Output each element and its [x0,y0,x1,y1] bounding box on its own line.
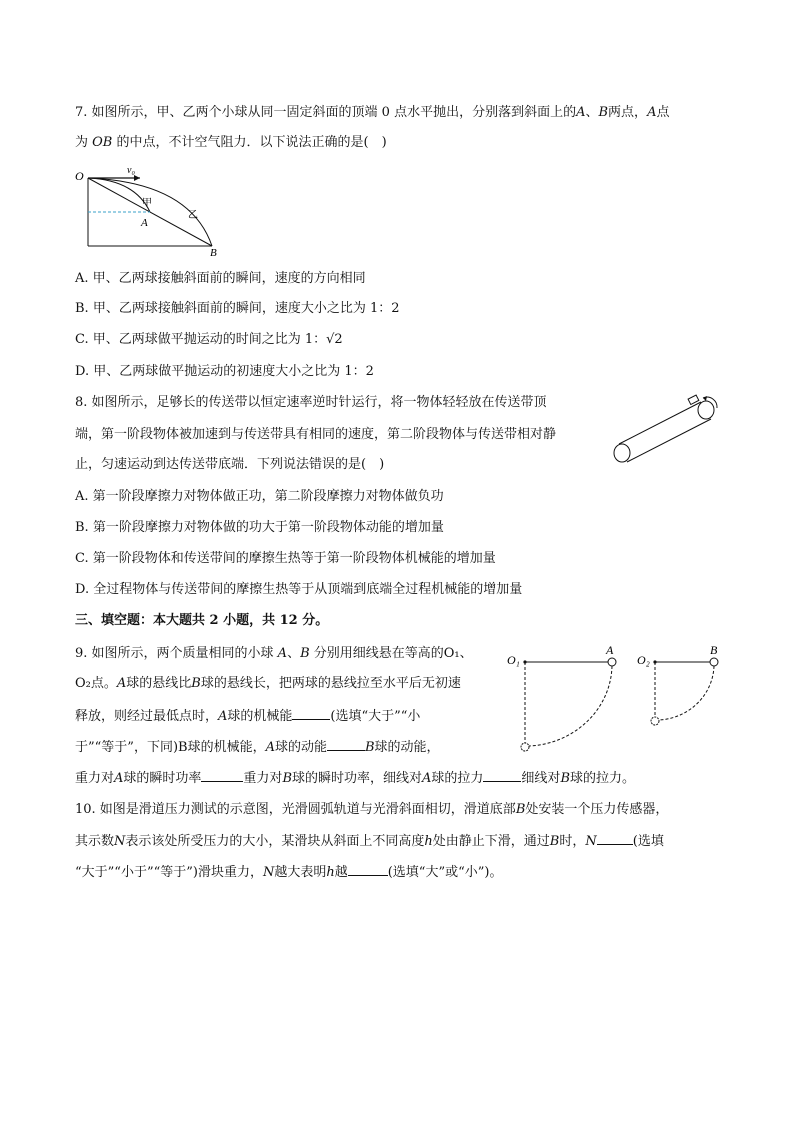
q9-text: 重力对 [75,771,115,786]
q10-text: (选填“大”或“小”)。 [387,865,503,880]
q10-line3 [75,862,502,882]
answer-blank[interactable] [348,862,388,876]
q10-line1 [75,801,668,819]
q7-var: A [647,105,657,120]
label-O2: O₂ [637,653,650,667]
q7-text: 两点， [608,105,648,120]
q9-text: 、 [287,646,301,661]
q9-var: A [277,646,288,661]
q9-figure-pendulums [505,640,735,758]
q8-stem-line2: 端，第一阶段物体被加速到与传送带具有相同的速度，第二阶段物体与传送带相对静 [75,427,557,442]
q9-text: 9. 如图所示，两个质量相同的小球 [75,646,278,661]
label-O: O [75,169,84,183]
q9-text: 分别用细线悬在等高的O₁、 [309,646,473,661]
answer-blank[interactable] [597,831,633,845]
ball-B-lowest [651,717,659,725]
q10-text: 表示该处所受压力的大小，某滑块从斜面上不同高度 [125,834,425,849]
q7-figure-incline [70,160,230,260]
q9-text: 球的动能， [374,740,440,755]
q10-text: 时， [559,834,586,849]
q9-text: 球的悬线比 [126,676,192,691]
q9-var: A [265,740,275,755]
belt-top-roller [698,401,714,419]
object-block [688,395,699,404]
q10-var: N [114,834,126,849]
q10-text: 越 [334,865,348,880]
section-title: 三、填空题：本大题共 2 小题，共 12 分。 [75,613,329,628]
q9-var: B [191,676,201,691]
q10-var: B [549,834,560,849]
answer-blank[interactable] [483,768,521,782]
q10-var: N [585,834,597,849]
q10-text: 处由静止下滑，通过 [432,834,550,849]
q7-stem-line2 [75,134,387,152]
q8-option-b: B. 第一阶段摩擦力对物体做的功大于第一阶段物体动能的增加量 [75,520,444,535]
label-A: A [606,643,614,657]
belt-bottom-edge [627,419,711,462]
q8-stem-line1: 8. 如图所示，足够长的传送带以恒定速率逆时针运行，将一物体轻轻放在传送带顶 [75,395,547,410]
q10-text: “大于”“小于”“等于”)滑块重力， [75,865,263,880]
answer-blank[interactable] [292,706,330,720]
ball-A-lowest [521,743,529,751]
q7-var: A [576,105,586,120]
q8-option-a: A. 第一阶段摩擦力对物体做正功，第二阶段摩擦力对物体做负功 [75,489,444,504]
q7-text: 、 [585,105,599,120]
q9-line4 [75,737,440,757]
q7-option-d: D. 甲、乙两球做平抛运动的初速度大小之比为 1：2 [75,364,374,379]
q7-text: 的中点，不计空气阻力．以下说法正确的是( ) [112,135,387,150]
q10-text: 处安装一个压力传感器， [525,802,669,817]
q9-var: B [282,771,292,786]
q7-option-c: C. 甲、乙两球做平抛运动的时间之比为 1：√2 [75,332,343,347]
label-O1: O₁ [507,653,520,667]
q9-line1 [75,645,473,663]
q9-var: B [364,740,375,755]
q9-text: 重力对 [243,771,283,786]
q10-text: 其示数 [75,834,115,849]
q7-text: 为 [75,135,93,150]
q9-text: 细线对 [521,771,561,786]
q9-var: A [116,676,127,691]
q10-line2 [75,831,664,851]
q10-var: B [515,802,526,817]
q9-text: O₂点。 [75,676,117,691]
q9-text: 球的瞬时功率 [123,771,202,786]
belt-bottom-roller [614,444,630,462]
q7-stem-line1 [75,104,669,122]
q9-text: 球的动能 [274,740,327,755]
arc-path-A [529,666,612,746]
q9-text: 球的悬线长，把两球的悬线拉至水平后无初速 [200,676,461,691]
q8-option-c: C. 第一阶段物体和传送带间的摩擦生热等于第一阶段物体机械能的增加量 [75,551,496,566]
q8-stem-line3: 止，匀速运动到达传送带底端．下列说法错误的是( ) [75,457,385,472]
q9-var: A [218,709,228,724]
rotation-arrow-head [703,396,707,401]
q7-text: 7. 如图所示，甲、乙两个小球从同一固定斜面的顶端 0 点水平抛出，分别落到斜面上的 [75,105,577,120]
q7-var: OB [92,135,113,150]
ball-B [710,658,718,666]
q7-var: B [598,105,609,120]
q8-figure-conveyor [605,392,735,472]
q10-var: h [424,834,433,849]
q9-text: 球的瞬时功率，细线对 [292,771,423,786]
q9-var: B [300,646,310,661]
answer-blank[interactable] [327,737,365,751]
q9-var: B [560,771,570,786]
q9-line3 [75,706,420,726]
q9-text: (选填“大于”“小 [330,709,421,724]
q9-text: 球的拉力。 [570,771,636,786]
q10-text: 越大表明 [274,865,327,880]
q9-text: 球的拉力 [431,771,484,786]
q9-text: 释放，则经过最低点时， [75,709,219,724]
label-yi: 乙 [188,210,198,221]
label-jia: 甲 [142,198,152,209]
belt-top-edge [619,402,701,444]
q7-text: 点 [656,105,670,120]
label-B: B [210,247,217,259]
q9-text: 于”“等于”，下同)B球的机械能， [75,740,266,755]
q8-option-d: D. 全过程物体与传送带间的摩擦生热等于从顶端到底端全过程机械能的增加量 [75,582,523,597]
q10-var: h [326,865,335,880]
answer-blank[interactable] [201,768,243,782]
q9-line2 [75,675,461,693]
q7-option-a: A. 甲、乙两球接触斜面前的瞬间，速度的方向相同 [75,271,366,286]
q7-option-b: B. 甲、乙两球接触斜面前的瞬间，速度大小之比为 1：2 [75,301,400,316]
arc-path-B [659,666,714,720]
q9-var: A [114,771,124,786]
label-v0: v₀ [127,165,135,176]
label-B: B [710,643,718,657]
q9-line5 [75,768,635,788]
q9-var: A [422,771,432,786]
q10-var: N [262,865,275,880]
q10-text: 10. 如图是滑道压力测试的示意图，光滑圆弧轨道与光滑斜面相切，滑道底部 [75,802,516,817]
label-A: A [141,217,148,229]
q9-text: 球的机械能 [227,709,293,724]
q10-text: (选填 [632,834,664,849]
ball-A [608,658,616,666]
